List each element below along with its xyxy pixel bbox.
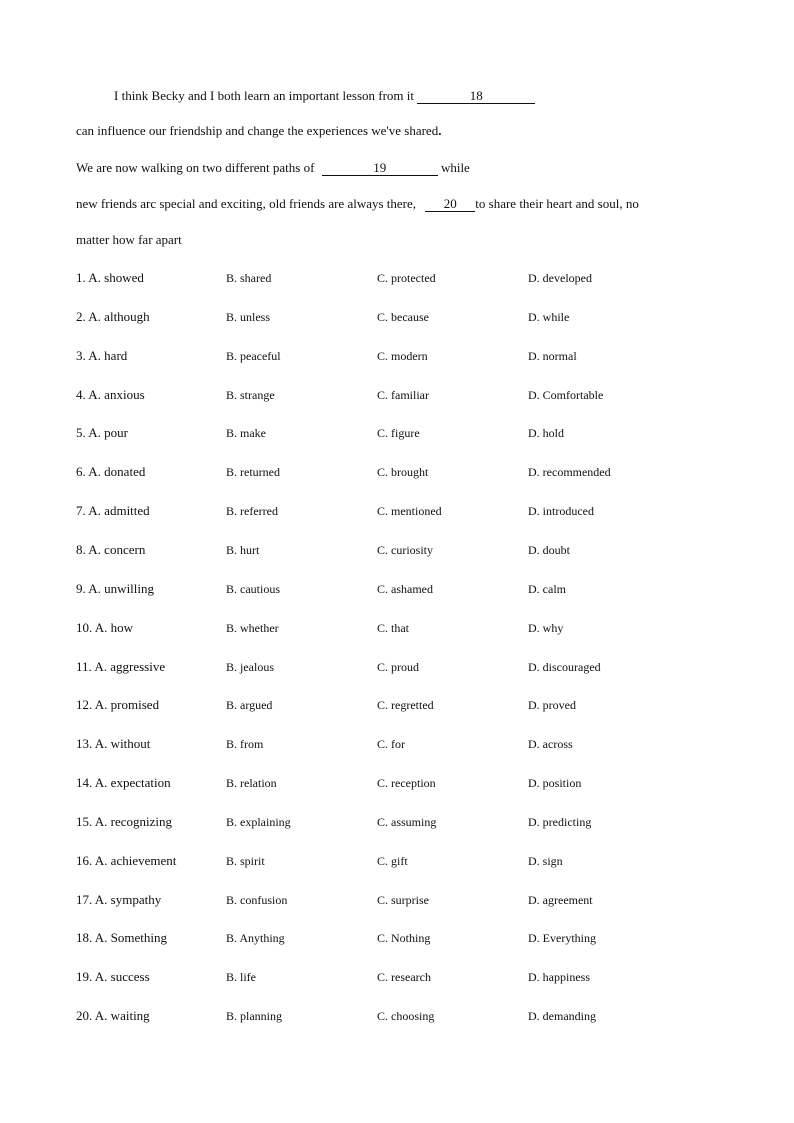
option-a xyxy=(76,929,167,947)
option-d: D. why xyxy=(528,620,564,635)
option-c: C. that xyxy=(377,620,409,635)
option-d: D. demanding xyxy=(528,1009,596,1024)
option-d: D. recommended xyxy=(528,465,611,480)
passage-period: . xyxy=(438,123,442,138)
question-row xyxy=(0,852,794,870)
question-number: 1. xyxy=(76,270,86,285)
option-a xyxy=(76,502,150,520)
option-a xyxy=(76,774,171,792)
question-number: 17. xyxy=(76,891,93,907)
option-b: B. referred xyxy=(226,504,278,519)
option-d: D. calm xyxy=(528,581,566,596)
question-row xyxy=(0,463,794,481)
option-d: D. position xyxy=(528,776,582,791)
question-row xyxy=(0,891,794,909)
option-c: C. modern xyxy=(377,348,428,363)
option-b: B. strange xyxy=(226,387,275,402)
option-b: B. argued xyxy=(226,698,273,713)
option-b: B. make xyxy=(226,426,266,441)
option-d: D. agreement xyxy=(528,892,593,907)
option-a xyxy=(76,580,154,598)
option-a-text: A. waiting xyxy=(94,1008,150,1024)
question-row xyxy=(0,619,794,637)
question-number: 4. xyxy=(76,386,86,402)
option-a-text: A. aggressive xyxy=(94,658,166,674)
question-row xyxy=(0,502,794,520)
option-d: D. normal xyxy=(528,348,577,363)
option-b: B. spirit xyxy=(226,853,265,868)
passage-line-3 xyxy=(76,160,470,176)
option-c: C. brought xyxy=(377,465,429,480)
question-number: 7. xyxy=(76,503,86,519)
blank-19: 19 xyxy=(322,161,438,176)
option-d: D. across xyxy=(528,737,573,752)
option-a-text: A. pour xyxy=(88,425,129,441)
option-c: C. for xyxy=(377,737,405,752)
option-b: B. jealous xyxy=(226,659,274,674)
question-number: 11. xyxy=(76,658,92,674)
option-a xyxy=(76,891,161,909)
option-d: D. hold xyxy=(528,426,564,441)
option-a-text: A. expectation xyxy=(94,775,171,791)
option-a xyxy=(76,968,150,986)
option-a-text: A. sympathy xyxy=(94,891,162,907)
option-a xyxy=(76,463,145,481)
option-a-text: A. how xyxy=(94,619,134,635)
option-a xyxy=(76,619,133,637)
option-c: C. Nothing xyxy=(377,931,431,946)
option-b: B. relation xyxy=(226,776,277,791)
option-c: C. figure xyxy=(377,426,420,441)
option-d: D. introduced xyxy=(528,504,594,519)
option-a xyxy=(76,852,176,870)
option-b: B. planning xyxy=(226,1009,282,1024)
option-a-text: A. recognizing xyxy=(94,813,173,829)
question-row xyxy=(0,735,794,753)
option-a-text: A. promised xyxy=(94,697,160,713)
option-a-text: A. admitted xyxy=(88,503,150,519)
question-number: 19. xyxy=(76,969,93,985)
option-a xyxy=(76,813,172,831)
question-number: 12. xyxy=(76,697,93,713)
option-a xyxy=(76,308,150,326)
passage-text: matter how far apart xyxy=(76,232,182,247)
question-row xyxy=(0,347,794,365)
option-d: D. sign xyxy=(528,853,563,868)
option-a xyxy=(76,424,128,442)
passage-text: We are now walking on two different paths of xyxy=(76,160,315,175)
option-b: B. confusion xyxy=(226,892,288,907)
option-c: C. because xyxy=(377,309,429,324)
option-b: B. whether xyxy=(226,620,279,635)
option-c: C. surprise xyxy=(377,892,429,907)
question-row xyxy=(0,269,794,287)
option-a xyxy=(76,1007,150,1025)
passage-text: while xyxy=(440,160,470,175)
question-number: 8. xyxy=(76,541,86,557)
question-number: 18. xyxy=(76,930,93,946)
option-a-text: A. unwilling xyxy=(88,580,155,596)
question-number: 16. xyxy=(76,852,93,868)
option-d: D. while xyxy=(528,309,570,324)
option-a-text: A. without xyxy=(94,736,151,752)
question-number: 15. xyxy=(76,813,93,829)
option-c: C. familiar xyxy=(377,387,429,402)
option-b: B. hurt xyxy=(226,542,260,557)
question-row xyxy=(0,813,794,831)
option-c: C. assuming xyxy=(377,814,437,829)
question-number: 5. xyxy=(76,425,86,441)
option-a-text: A. donated xyxy=(88,464,146,480)
passage-line-2 xyxy=(76,123,441,139)
option-a-text: A. success xyxy=(94,969,150,985)
option-d: D. happiness xyxy=(528,970,590,985)
question-number: 9. xyxy=(76,580,86,596)
option-a-text: A. anxious xyxy=(88,386,145,402)
option-a xyxy=(76,735,150,753)
option-c: C. mentioned xyxy=(377,504,442,519)
option-d: D. discouraged xyxy=(528,659,601,674)
option-a xyxy=(76,541,145,559)
option-c: C. choosing xyxy=(377,1009,435,1024)
option-a-text: A. although xyxy=(88,308,150,324)
option-d: D. Everything xyxy=(528,931,596,946)
question-number: 6. xyxy=(76,464,86,480)
question-row xyxy=(0,580,794,598)
option-c: C. regretted xyxy=(377,698,434,713)
option-a xyxy=(76,269,144,287)
option-d: D. doubt xyxy=(528,542,570,557)
option-a xyxy=(76,696,159,714)
option-b: B. peaceful xyxy=(226,348,281,363)
option-a xyxy=(76,386,145,404)
question-number: 20. xyxy=(76,1008,93,1024)
option-d: D. Comfortable xyxy=(528,387,604,402)
option-b: B. returned xyxy=(226,465,280,480)
blank-18: 18 xyxy=(417,89,535,104)
question-number: 2. xyxy=(76,308,86,324)
question-row xyxy=(0,658,794,676)
question-row xyxy=(0,1007,794,1025)
option-c: C. ashamed xyxy=(377,581,433,596)
option-c: C. curiosity xyxy=(377,542,433,557)
option-c: C. protected xyxy=(377,271,436,285)
option-b: B. from xyxy=(226,737,264,752)
passage-line-4 xyxy=(76,196,639,212)
passage-text: new friends arc special and exciting, old friends are always there, xyxy=(76,196,417,211)
passage-text: I think Becky and I both learn an important lesson from it xyxy=(114,88,415,103)
option-a xyxy=(76,658,165,676)
option-c: C. reception xyxy=(377,776,436,791)
question-row xyxy=(0,774,794,792)
question-row xyxy=(0,386,794,404)
option-d: D. developed xyxy=(528,271,592,285)
option-d: D. predicting xyxy=(528,814,592,829)
option-a-text: A. concern xyxy=(88,541,146,557)
option-a-text: A. hard xyxy=(88,347,128,363)
question-row xyxy=(0,968,794,986)
passage-line-5 xyxy=(76,232,182,248)
option-b: B. unless xyxy=(226,309,271,324)
passage-text: can influence our friendship and change the experiences we've shared xyxy=(76,123,439,138)
question-row xyxy=(0,308,794,326)
question-number: 13. xyxy=(76,736,93,752)
option-b: B. shared xyxy=(226,271,272,285)
option-a-text: A. achievement xyxy=(94,852,177,868)
question-row xyxy=(0,424,794,442)
passage-text: to share their heart and soul, no xyxy=(475,196,639,211)
question-row xyxy=(0,929,794,947)
passage-line-1 xyxy=(114,88,535,104)
question-row xyxy=(0,696,794,714)
option-c: C. proud xyxy=(377,659,419,674)
option-b: B. explaining xyxy=(226,814,291,829)
question-row xyxy=(0,541,794,559)
option-a-text: A. showed xyxy=(88,270,144,285)
option-a-text: A. Something xyxy=(94,930,168,946)
option-b: B. cautious xyxy=(226,581,280,596)
option-c: C. research xyxy=(377,970,431,985)
question-number: 10. xyxy=(76,619,93,635)
blank-20: 20 xyxy=(425,197,475,212)
option-d: D. proved xyxy=(528,698,576,713)
question-number: 3. xyxy=(76,347,86,363)
option-b: B. Anything xyxy=(226,931,285,946)
option-c: C. gift xyxy=(377,853,408,868)
option-b: B. life xyxy=(226,970,256,985)
question-number: 14. xyxy=(76,775,93,791)
option-a xyxy=(76,347,127,365)
